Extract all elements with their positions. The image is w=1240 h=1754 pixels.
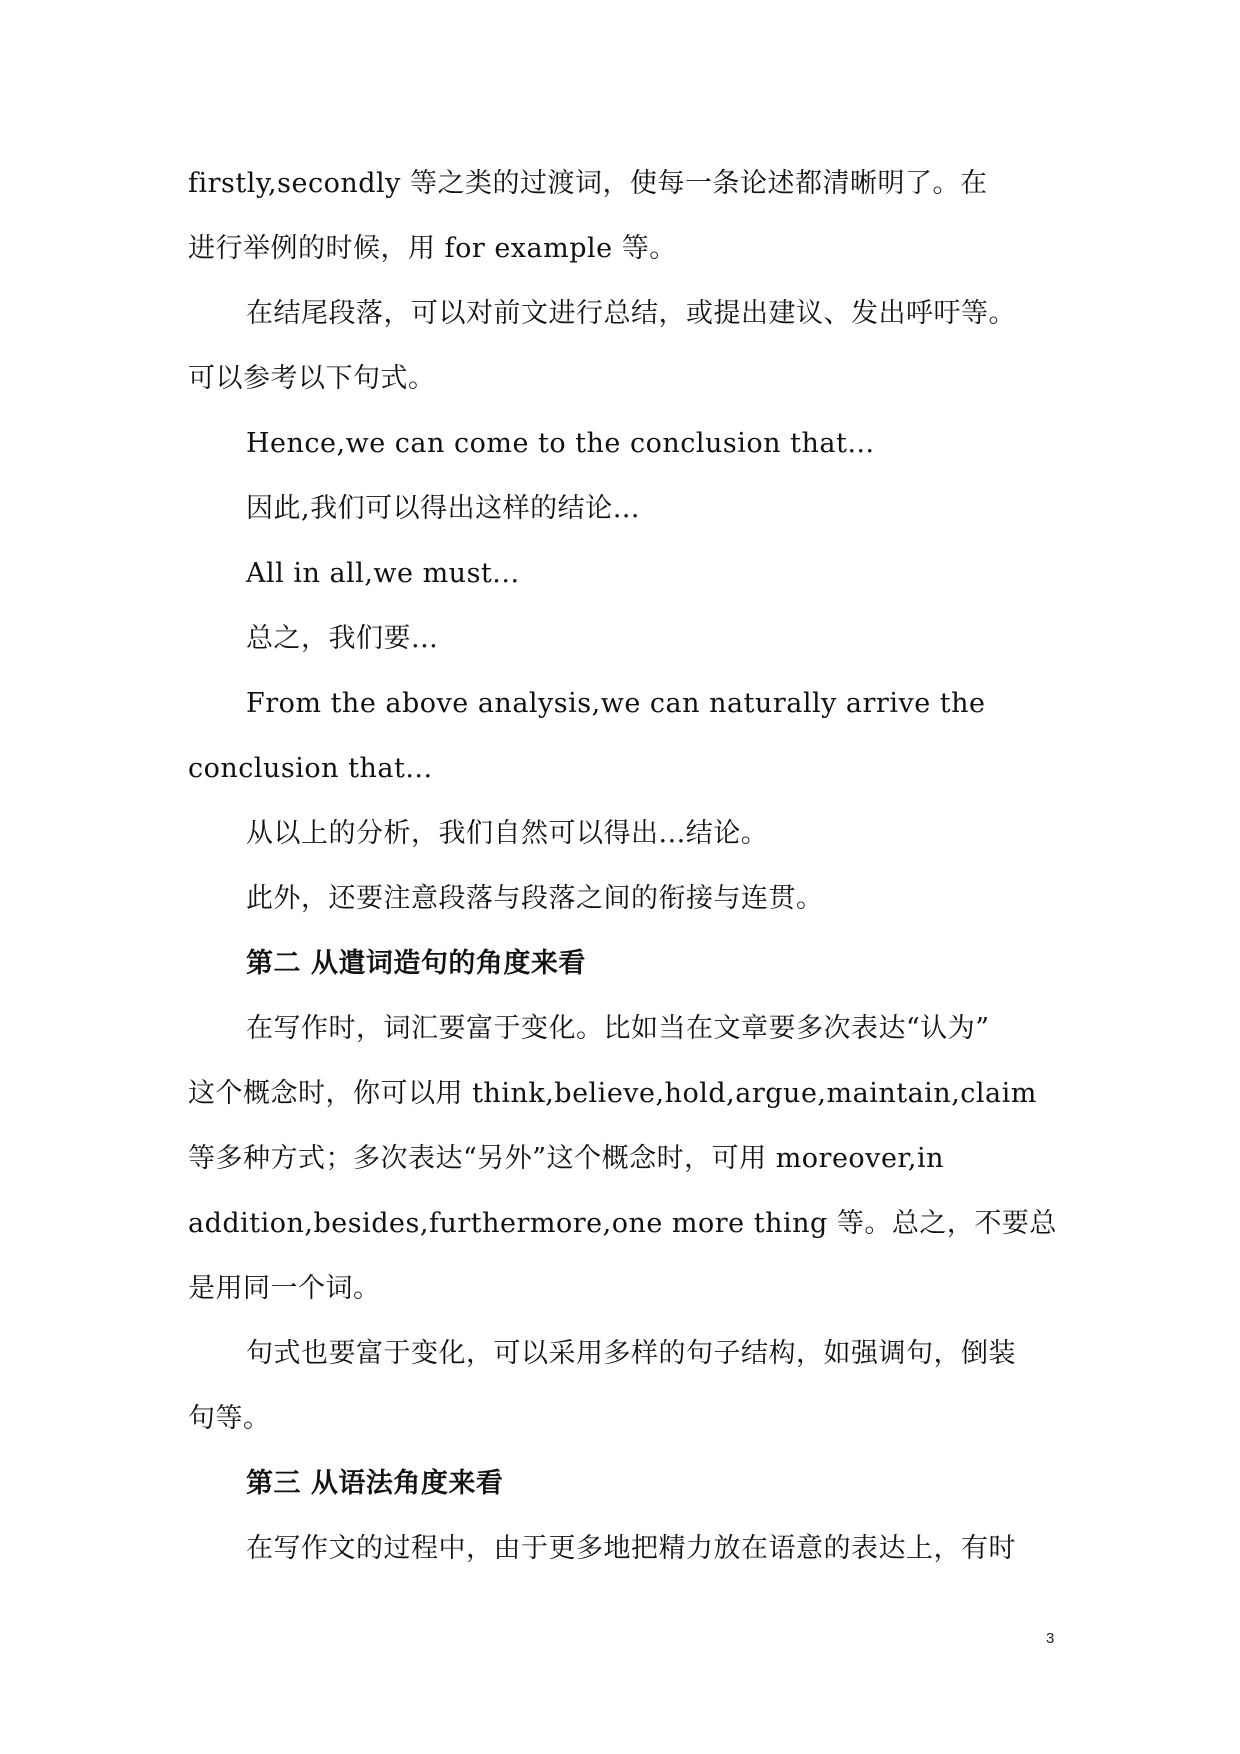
sentence-pattern-zh: 因此,我们可以得出这样的结论…: [246, 493, 641, 524]
text-line: 这个概念时，你可以用 think,believe,hold,argue,maintain,claim: [188, 1078, 1037, 1109]
sentence-pattern-zh: 从以上的分析，我们自然可以得出...结论。: [246, 818, 769, 849]
text-line: 是用同一个词。: [188, 1273, 381, 1304]
text-line: 进行举例的时候，用 for example 等。: [188, 233, 677, 264]
paragraph-start: 在写作文的过程中，由于更多地把精力放在语意的表达上，有时: [246, 1533, 1016, 1564]
sentence-pattern-zh: 总之，我们要...: [246, 623, 439, 654]
sentence-pattern-en: From the above analysis,we can naturally arrive the: [246, 688, 986, 719]
text-line: firstly,secondly 等之类的过渡词，使每一条论述都清晰明了。在: [188, 168, 988, 199]
text-line: 句等。: [188, 1403, 271, 1434]
paragraph-start: 句式也要富于变化，可以采用多样的句子结构，如强调句，倒装: [246, 1338, 1016, 1369]
section-heading: 第二 从遣词造句的角度来看: [246, 948, 586, 979]
page-number: 3: [1046, 1630, 1055, 1647]
text-line: addition,besides,furthermore,one more thing 等。总之，不要总: [188, 1208, 1057, 1239]
paragraph-start: 在写作时，词汇要富于变化。比如当在文章要多次表达“认为”: [246, 1013, 990, 1044]
section-heading: 第三 从语法角度来看: [246, 1468, 504, 1499]
text-line: 等多种方式；多次表达“另外”这个概念时，可用 moreover,in: [188, 1143, 944, 1174]
paragraph-start: 在结尾段落，可以对前文进行总结，或提出建议、发出呼吁等。: [246, 298, 1016, 329]
text-line: 可以参考以下句式。: [188, 363, 436, 394]
sentence-pattern-en: All in all,we must...: [246, 558, 520, 589]
sentence-pattern-en: Hence,we can come to the conclusion that…: [246, 428, 875, 459]
text-line: conclusion that...: [188, 753, 433, 784]
paragraph-start: 此外，还要注意段落与段落之间的衔接与连贯。: [246, 883, 824, 914]
